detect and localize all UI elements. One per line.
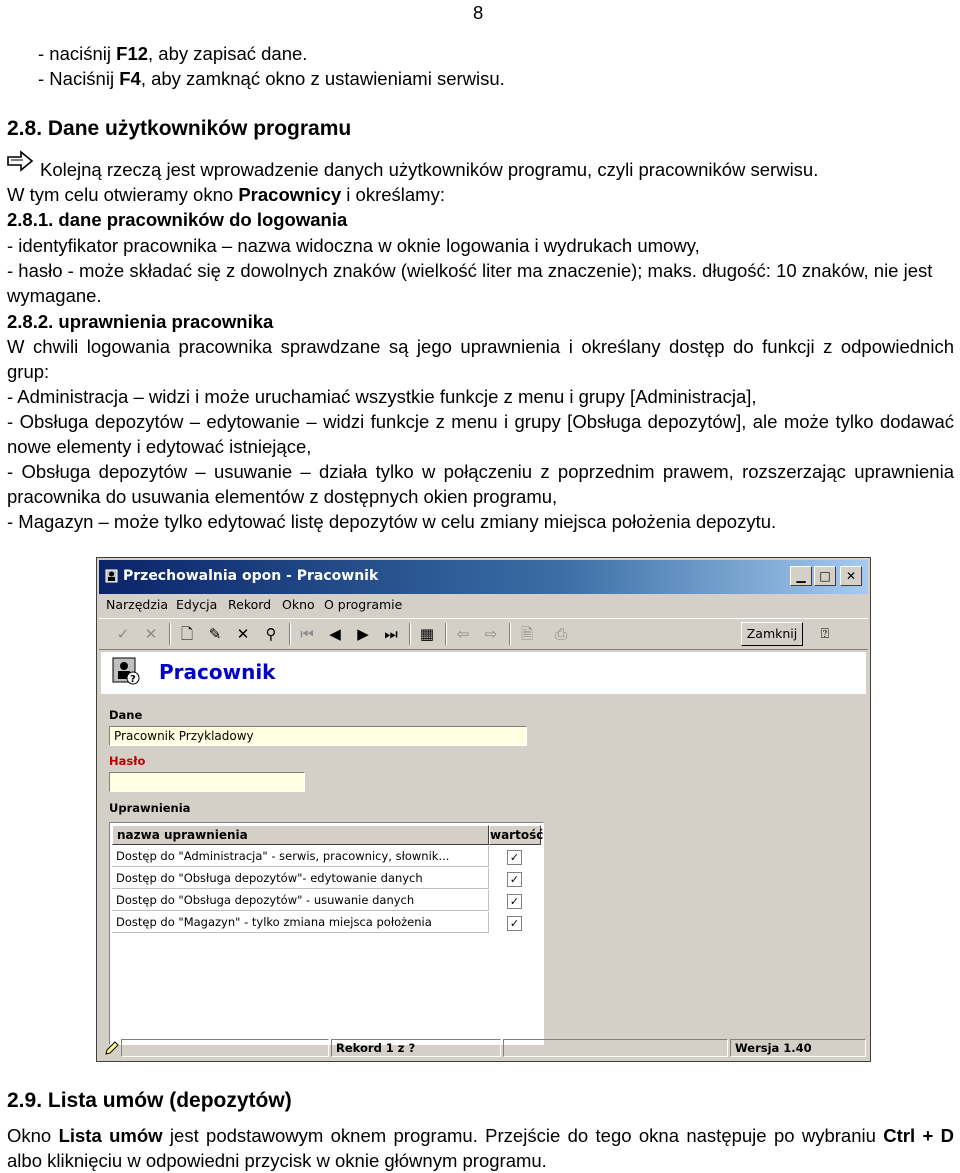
edit-record-button[interactable] xyxy=(203,622,227,646)
uprawnienia-label: Uprawnienia xyxy=(109,801,191,815)
report-button[interactable] xyxy=(515,622,539,646)
table-icon: ▦ xyxy=(419,625,435,643)
permission-checkbox[interactable] xyxy=(507,916,522,931)
haslo-label: Hasło xyxy=(109,754,146,768)
menu-rekord[interactable]: Rekord xyxy=(228,597,272,612)
checkmark-icon: ✓ xyxy=(509,851,520,864)
edit-pencil-icon xyxy=(103,1039,119,1057)
report-icon: 🗎 xyxy=(520,625,534,643)
sub1-line-2: - hasło - może składać się z dowolnych znaków (wielkość liter ma znaczenie); maks. długość: 10 znaków, nie jest wymagane. xyxy=(7,260,933,306)
close-icon: ✕ xyxy=(845,569,857,583)
form-title: Pracownik xyxy=(159,660,276,684)
sub2-item-3: - Obsługa depozytów – usuwanie – działa tylko w połączeniu z poprzednim prawem, rozszerzając uprawnienia pracownika do usuwania elementów z dostępnych okien programu, xyxy=(7,461,954,507)
menu-o-programie[interactable]: O programie xyxy=(324,597,403,612)
section-2-9-para xyxy=(7,1123,954,1173)
text: - naciśnij xyxy=(38,43,117,64)
back-button[interactable] xyxy=(451,622,475,646)
intro-line-1 xyxy=(38,41,954,66)
para-line-2 xyxy=(7,182,954,207)
printer-icon: ⎙ xyxy=(554,625,567,643)
next-record-button[interactable] xyxy=(351,622,375,646)
window-name: Lista umów xyxy=(58,1125,163,1146)
checkmark-icon: ✓ xyxy=(509,895,520,908)
text: Okno xyxy=(7,1125,59,1146)
section-heading-2-9: 2.9. Lista umów (depozytów) xyxy=(7,1089,292,1112)
previous-record-button[interactable] xyxy=(323,622,347,646)
permission-checkbox[interactable] xyxy=(507,894,522,909)
zamknij-button[interactable]: Zamknij xyxy=(741,622,803,646)
menu-narzedzia[interactable]: Narzędzia xyxy=(106,597,169,612)
approve-button[interactable] xyxy=(111,622,135,646)
menu-bar xyxy=(99,596,868,616)
text: W tym celu otwieramy okno xyxy=(7,184,239,205)
new-record-button[interactable] xyxy=(175,622,199,646)
dane-field[interactable]: Pracownik Przykladowy xyxy=(109,726,527,746)
shortcut: Ctrl + D xyxy=(883,1125,954,1146)
toolbar-separator xyxy=(445,623,447,645)
text: albo kliknięciu w odpowiedni przycisk w oknie głównym programu. xyxy=(7,1150,547,1171)
new-document-icon: 🗋 xyxy=(180,625,194,643)
text: - Naciśnij xyxy=(38,68,120,89)
cancel-button[interactable] xyxy=(139,622,163,646)
grid-row[interactable]: Dostęp do "Administracja" - serwis, pracownicy, słownik... xyxy=(112,846,489,867)
arrow-left-icon: ⇦ xyxy=(456,625,470,643)
binoculars-icon: ⚲ xyxy=(265,625,277,643)
grid-row[interactable]: Dostęp do "Magazyn" - tylko zmiana miejsca położenia xyxy=(112,912,489,933)
edit-icon: ✎ xyxy=(208,625,222,643)
text: i określamy: xyxy=(341,184,445,205)
status-panel-empty xyxy=(503,1039,728,1057)
toolbar-separator xyxy=(289,623,291,645)
permission-checkbox[interactable] xyxy=(507,872,522,887)
find-button[interactable] xyxy=(259,622,283,646)
grid-header-name[interactable]: nazwa uprawnienia xyxy=(112,825,489,845)
help-button[interactable] xyxy=(813,622,837,646)
grid-row[interactable]: Dostęp do "Obsługa depozytów" - usuwanie danych xyxy=(112,890,489,911)
help-icon: ⍰ xyxy=(820,626,830,642)
delete-icon: ✕ xyxy=(236,625,250,643)
first-icon: ⏮ xyxy=(300,625,314,643)
text: , aby zamknąć okno z ustawieniami serwisu. xyxy=(140,68,505,89)
delete-record-button[interactable] xyxy=(231,622,255,646)
arrow-right-icon: ⇨ xyxy=(484,625,498,643)
minimize-button[interactable] xyxy=(790,566,812,586)
menu-okno[interactable]: Okno xyxy=(282,597,315,612)
first-record-button[interactable] xyxy=(295,622,319,646)
table-view-button[interactable] xyxy=(415,622,439,646)
svg-text:?: ? xyxy=(130,674,136,685)
toolbar-separator xyxy=(509,623,511,645)
previous-icon: ◀ xyxy=(329,625,341,643)
employee-icon xyxy=(111,656,141,686)
arrow-right-icon xyxy=(7,150,34,172)
record-counter: Rekord 1 z ? xyxy=(331,1039,501,1057)
close-window-button[interactable] xyxy=(840,566,862,586)
last-icon: ⏭ xyxy=(384,625,398,643)
key-f12: F12 xyxy=(116,43,149,64)
next-icon: ▶ xyxy=(357,625,369,643)
app-window xyxy=(96,557,871,1062)
haslo-field[interactable] xyxy=(109,772,305,792)
version-label: Wersja 1.40 xyxy=(730,1039,866,1057)
dane-label: Dane xyxy=(109,708,143,722)
app-icon xyxy=(104,568,119,584)
page-number: 8 xyxy=(473,2,484,23)
menu-edycja[interactable]: Edycja xyxy=(176,597,218,612)
forward-button[interactable] xyxy=(479,622,503,646)
status-panel-empty xyxy=(121,1039,329,1057)
subheading-2-8-2: 2.8.2. uprawnienia pracownika xyxy=(7,311,274,332)
print-button[interactable] xyxy=(549,622,573,646)
maximize-icon: □ xyxy=(819,569,831,583)
cancel-icon: ✕ xyxy=(144,625,158,643)
intro-line-2 xyxy=(38,66,954,91)
para-line-1: Kolejną rzeczą jest wprowadzenie danych użytkowników programu, czyli pracowników serwisu. xyxy=(40,159,819,180)
sub2-item-2: - Obsługa depozytów – edytowanie – widzi funkcje z menu i grupy [Obsługa depozytów], ale może tylko dodawać nowe elementy i edytować istniejące, xyxy=(7,411,954,457)
title-bar xyxy=(99,560,868,594)
sub2-item-1: - Administracja – widzi i może uruchamiać wszystkie funkcje z menu i grupy [Administracja], xyxy=(7,386,757,407)
checkmark-icon: ✓ xyxy=(509,873,520,886)
toolbar-separator xyxy=(409,623,411,645)
toolbar xyxy=(99,618,868,650)
sub1-line-1: - identyfikator pracownika – nazwa widoczna w oknie logowania i wydrukach umowy, xyxy=(7,235,700,256)
form-header xyxy=(101,652,866,694)
window-title: Przechowalnia opon - Pracownik xyxy=(123,568,379,584)
key-f4: F4 xyxy=(119,68,141,89)
approve-icon: ✓ xyxy=(116,625,130,643)
sub2-para: W chwili logowania pracownika sprawdzane są jego uprawnienia i określany dostęp do funkcji z odpowiednich grup: xyxy=(7,336,954,382)
text: , aby zapisać dane. xyxy=(148,43,308,64)
grid-row[interactable]: Dostęp do "Obsługa depozytów"- edytowanie danych xyxy=(112,868,489,889)
checkmark-icon: ✓ xyxy=(509,917,520,930)
grid-header-value[interactable]: wartość xyxy=(489,825,541,845)
permissions-grid xyxy=(109,822,544,1045)
window-name: Pracownicy xyxy=(238,184,342,205)
text: jest podstawowym oknem programu. Przejście do tego okna następuje po wybraniu xyxy=(162,1125,884,1146)
sub2-item-4: - Magazyn – może tylko edytować listę depozytów w celu zmiany miejsca położenia depozytu. xyxy=(7,511,777,532)
section-heading-2-8: 2.8. Dane użytkowników programu xyxy=(7,117,352,140)
maximize-button[interactable] xyxy=(814,566,836,586)
toolbar-separator xyxy=(169,623,171,645)
permission-checkbox[interactable] xyxy=(507,850,522,865)
minimize-icon: ▁ xyxy=(796,569,806,583)
status-bar xyxy=(99,1037,868,1059)
last-record-button[interactable] xyxy=(379,622,403,646)
subheading-2-8-1: 2.8.1. dane pracowników do logowania xyxy=(7,209,348,230)
